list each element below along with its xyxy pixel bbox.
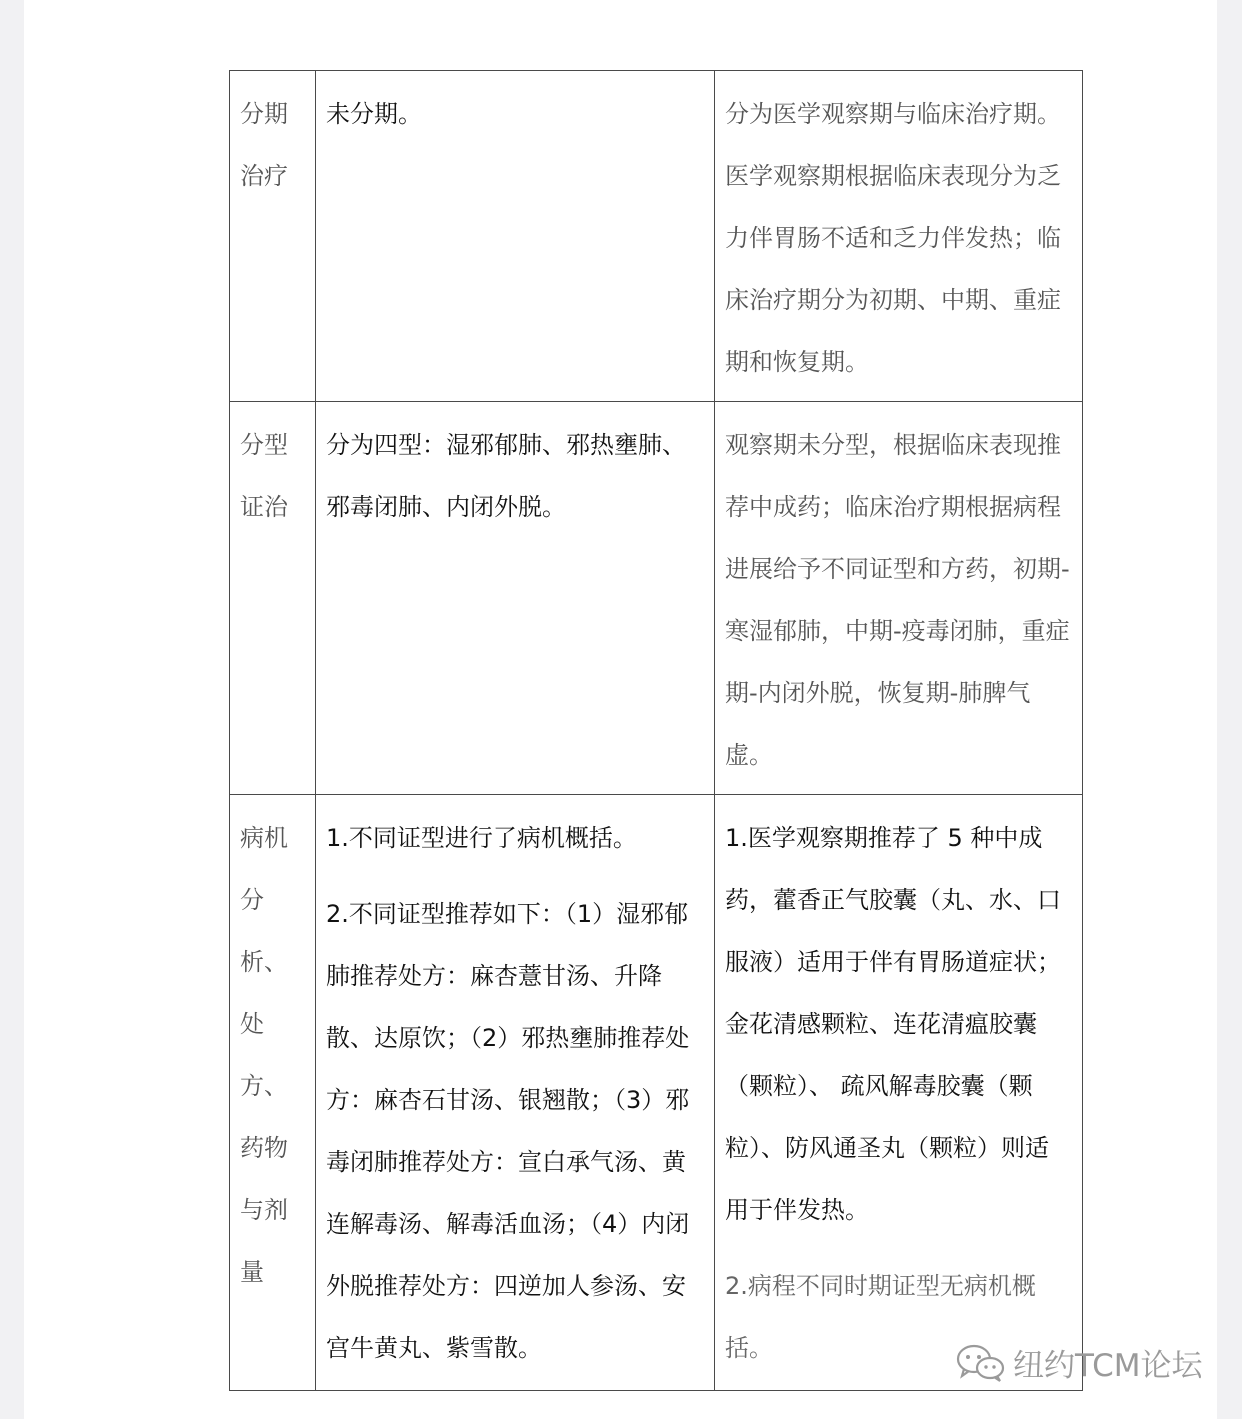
table-row [230,402,1083,795]
table-cell [316,795,715,1391]
table-cell [715,795,1083,1391]
table-cell [316,71,715,402]
row-label-cell [230,71,316,402]
table-cell [715,402,1083,795]
row-label: 分期治疗 [240,100,288,190]
cell-paragraph: 1.不同证型进行了病机概括。 [326,824,637,852]
cell-paragraph: 2.不同证型推荐如下：（1）湿邪郁肺推荐处方：麻杏薏甘汤、升降散、达原饮；（2）邪热壅肺推荐处方：麻杏石甘汤、银翘散；（3）邪毒闭肺推荐处方：宣白承气汤、黄连解毒汤、解毒活血汤；（4）内闭外脱推荐处方：四逆加人参汤、安宫牛黄丸、紫雪散。 [326,900,690,1362]
row-label-cell [230,795,316,1391]
table-cell [715,71,1083,402]
row-label-cell [230,402,316,795]
watermark-text: 纽约TCM论坛 [1013,1348,1203,1384]
wechat-icon [955,1343,1007,1383]
cell-paragraph: 分为医学观察期与临床治疗期。医学观察期根据临床表现分为乏力伴胃肠不适和乏力伴发热；临床治疗期分为初期、中期、重症期和恢复期。 [725,100,1061,376]
cell-paragraph: 1.医学观察期推荐了 5 种中成药，藿香正气胶囊（丸、水、口服液）适用于伴有胃肠道症状；金花清感颗粒、连花清瘟胶囊（颗粒）、 疏风解毒胶囊（颗粒）、防风通圣丸（颗粒）则适用于伴发热。 [725,824,1061,1224]
cell-paragraph: 2.病程不同时期证型无病机概括。 [725,1272,1036,1362]
cell-paragraph: 未分期。 [326,100,422,128]
comparison-table [229,70,1083,1391]
table-cell [316,402,715,795]
table-row [230,71,1083,402]
watermark [955,1340,1203,1385]
cell-paragraph: 观察期未分型，根据临床表现推荐中成药；临床治疗期根据病程进展给予不同证型和方药，初期-寒湿郁肺，中期-疫毒闭肺，重症期-内闭外脱，恢复期-肺脾气虚。 [725,431,1070,769]
row-label: 病机分析、处方、药物与剂量 [240,824,288,1286]
document-page [24,0,1217,1419]
table-row [230,795,1083,1391]
row-label: 分型证治 [240,431,288,521]
cell-paragraph: 分为四型：湿邪郁肺、邪热壅肺、邪毒闭肺、内闭外脱。 [326,431,686,521]
